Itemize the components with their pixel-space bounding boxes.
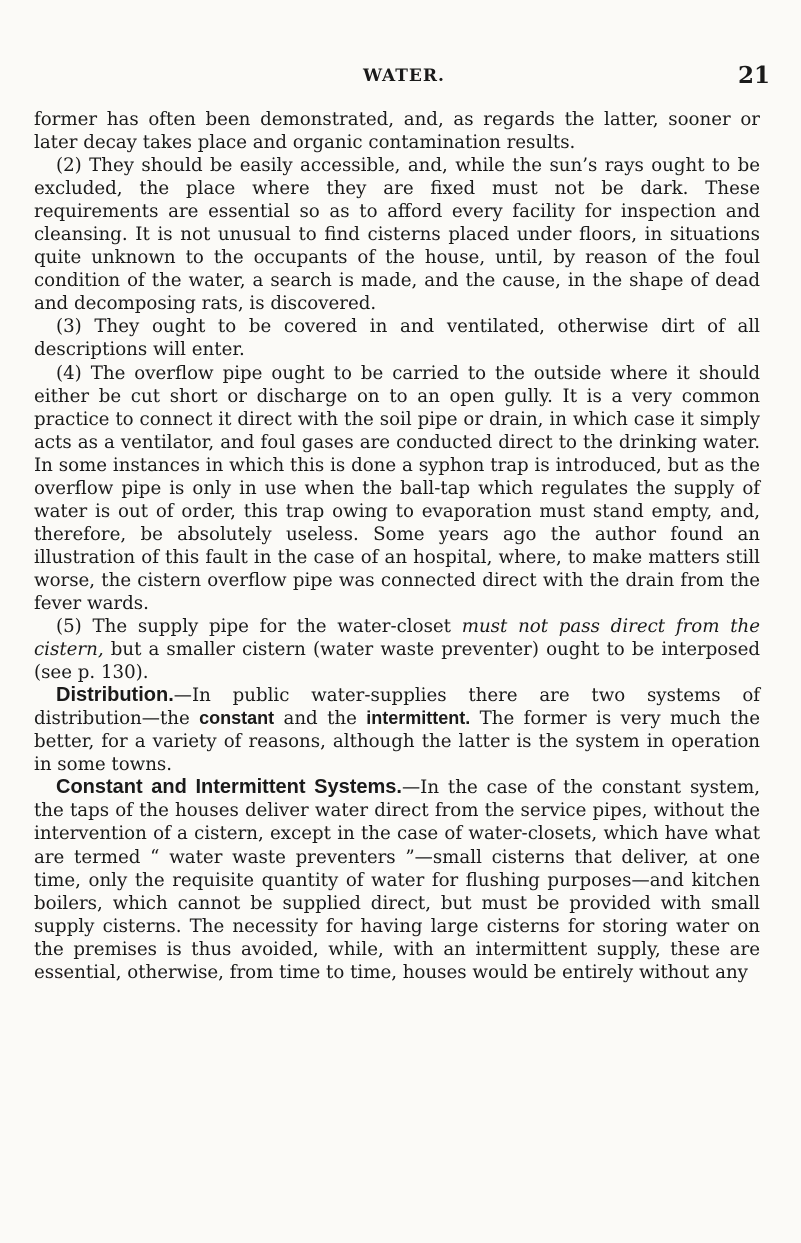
term-intermittent: intermittent. [366,708,471,729]
distribution-text-1: —In public water-supplies there are two systems of distribution—the [34,685,760,730]
paragraph-distribution [34,684,760,776]
distribution-text-2: and the [274,708,367,730]
constant-intermittent-heading: Constant and Intermittent Systems. [56,776,402,799]
running-title: WATER. [363,66,445,86]
paragraph-requirement-2: (2) They should be easily accessible, and, while the sun’s rays ought to be excluded, the place where they are fixed must not be dark. These requirements are essential so as to afford every facility for inspection and cleansing. It is not unusual to find cisterns placed under floors, in situations quite unknown to the occupants of the house, until, by reason of the foul condition of the water, a search is made, and the cause, in the shape of dead and decomposing rats, is discovered. [34,155,760,315]
running-header [0,62,801,90]
page-number: 21 [738,62,771,89]
requirement-5-text-start: (5) The supply pipe for the water-closet [56,616,462,638]
paragraph-requirement-3: (3) They ought to be covered in and ventilated, otherwise dirt of all descriptions will enter. [34,316,760,361]
distribution-text-3: The former is very much the better, for a variety of reasons, although the latter is the system in operation in some towns. [34,708,760,776]
constant-intermittent-text: —In the case of the constant system, the taps of the houses deliver water direct from the service pipes, without the intervention of a cistern, except in the case of water-closets, which have what are termed “ water waste preventers ”—small cisterns that deliver, at one time, only the requisite quantity of water for flushing purposes—and kitchen boilers, which cannot be supplied direct, but must be provided with small supply cisterns. The necessity for having large cisterns for storing water on the premises is thus avoided, while, with an intermittent supply, these are essential, otherwise, from time to time, houses would be entirely without any [34,777,760,983]
paragraph-requirement-5 [34,615,760,684]
paragraph-requirement-4: (4) The overflow pipe ought to be carried to the outside where it should either be cut short or discharge on to an open gully. It is a very common practice to connect it direct with the soil pipe or drain, in which case it simply acts as a ventilator, and foul gases are conducted direct to the drinking water. In some instances in which this is done a syphon trap is introduced, but as the overflow pipe is only in use when the ball-tap which regulates the supply of water is out of order, this trap owing to evaporation must stand empty, and, therefore, be absolutely useless. Some years ago the author found an illustration of this fault in the case of an hospital, where, to make matters still worse, the cistern overflow pipe was connected direct with the drain from the fever wards. [34,362,760,614]
term-constant: constant [199,708,275,729]
body-text [34,108,760,984]
requirement-5-text-end: but a smaller cistern (water waste preventer) ought to be interposed (see p. 130). [34,639,760,684]
requirement-5-italic: must not pass direct from the cistern, [34,616,760,661]
paragraph-constant-intermittent [34,776,760,983]
paragraph-continuation: former has often been demonstrated, and, as regards the latter, sooner or later decay takes place and organic contamination results. [34,109,760,154]
distribution-heading: Distribution. [56,684,174,707]
